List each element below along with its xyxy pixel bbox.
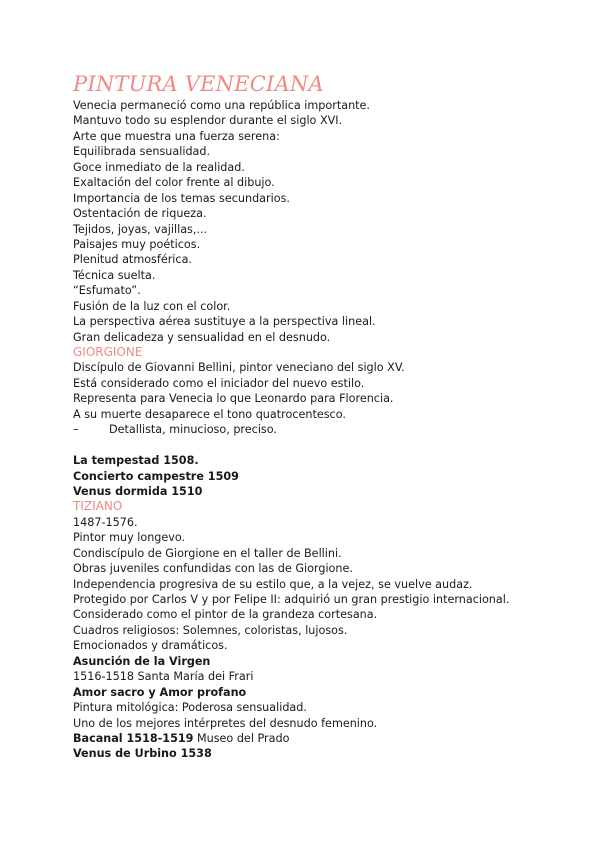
tiziano-line: Considerado como el pintor de la grandeza cortesana. bbox=[73, 608, 378, 622]
work-title: Concierto campestre 1509 bbox=[73, 469, 239, 483]
intro-line: Tejidos, joyas, vajillas,... bbox=[73, 222, 208, 236]
tiziano-line: Obras juveniles confundidas con las de Giorgione. bbox=[73, 562, 353, 576]
tiziano-line: Cuadros religiosos: Solemnes, coloristas, lujosos. bbox=[73, 623, 348, 637]
work-title-bacanal: Bacanal 1518-1519 bbox=[73, 731, 194, 745]
intro-line: Goce inmediato de la realidad. bbox=[73, 160, 245, 174]
intro-line: Mantuvo todo su esplendor durante el siglo XVI. bbox=[73, 114, 343, 128]
intro-line: Paisajes muy poéticos. bbox=[73, 237, 201, 251]
intro-line: Equilibrada sensualidad. bbox=[73, 145, 211, 159]
work-title-amor-sacro: Amor sacro y Amor profano bbox=[73, 685, 247, 699]
giorgione-line: Representa para Venecia lo que Leonardo para Florencia. bbox=[73, 392, 394, 406]
intro-line: Gran delicadeza y sensualidad en el desnudo. bbox=[73, 330, 331, 344]
tiziano-heading: TIZIANO bbox=[73, 499, 123, 514]
work-bacanal bbox=[73, 731, 583, 746]
intro-line: Fusión de la luz con el color. bbox=[73, 299, 231, 313]
giorgione-line: Está considerado como el iniciador del nuevo estilo. bbox=[73, 376, 365, 390]
work-location-bacanal: Museo del Prado bbox=[193, 731, 290, 745]
intro-line: Plenitud atmosférica. bbox=[73, 253, 192, 267]
intro-line: Exaltación del color frente al dibujo. bbox=[73, 176, 275, 190]
intro-line: Arte que muestra una fuerza serena: bbox=[73, 129, 280, 143]
giorgione-heading: GIORGIONE bbox=[73, 345, 143, 359]
tiziano-line: Protegido por Carlos V y por Felipe II: adquirió un gran prestigio internacional. bbox=[73, 593, 510, 606]
giorgione-line: A su muerte desaparece el tono quatrocentesco. bbox=[73, 407, 346, 421]
intro-line: Importancia de los temas secundarios. bbox=[73, 191, 290, 205]
tiziano-line: Emocionados y dramáticos. bbox=[73, 639, 228, 653]
amor-line: Pintura mitológica: Poderosa sensualidad. bbox=[73, 701, 307, 715]
intro-line: La perspectiva aérea sustituye a la perspectiva lineal. bbox=[73, 315, 376, 329]
tiziano-line: Pintor muy longevo. bbox=[73, 531, 186, 545]
work-title-asuncion: Asunción de la Virgen bbox=[73, 654, 211, 668]
dash-bullet: – bbox=[73, 423, 79, 437]
tiziano-line: Independencia progresiva de su estilo que, a la vejez, se vuelve audaz. bbox=[73, 577, 473, 591]
intro-line: “Esfumato”. bbox=[73, 284, 141, 298]
bullet-text: Detallista, minucioso, preciso. bbox=[109, 423, 277, 437]
intro-line: Técnica suelta. bbox=[73, 268, 156, 282]
giorgione-section bbox=[73, 345, 583, 499]
page-title: PINTURA VENECIANA bbox=[73, 72, 324, 96]
tiziano-line: 1487-1576. bbox=[73, 515, 138, 529]
intro-section bbox=[73, 98, 583, 345]
giorgione-bullet bbox=[73, 422, 583, 437]
document-page bbox=[73, 70, 583, 762]
intro-line: Venecia permaneció como una república importante. bbox=[73, 99, 370, 112]
work-title: Venus dormida 1510 bbox=[73, 484, 203, 498]
spacer bbox=[73, 438, 583, 453]
tiziano-section bbox=[73, 499, 583, 761]
amor-line: Uno de los mejores intérpretes del desnudo femenino. bbox=[73, 716, 378, 730]
work-detail-asuncion: 1516-1518 Santa María dei Frari bbox=[73, 670, 254, 684]
work-title: La tempestad 1508. bbox=[73, 454, 199, 468]
tiziano-line: Condiscípulo de Giorgione en el taller de Bellini. bbox=[73, 546, 342, 560]
giorgione-line: Discípulo de Giovanni Bellini, pintor veneciano del siglo XV. bbox=[73, 361, 405, 375]
intro-line: Ostentación de riqueza. bbox=[73, 207, 207, 221]
work-title-venus-urbino: Venus de Urbino 1538 bbox=[73, 747, 212, 761]
